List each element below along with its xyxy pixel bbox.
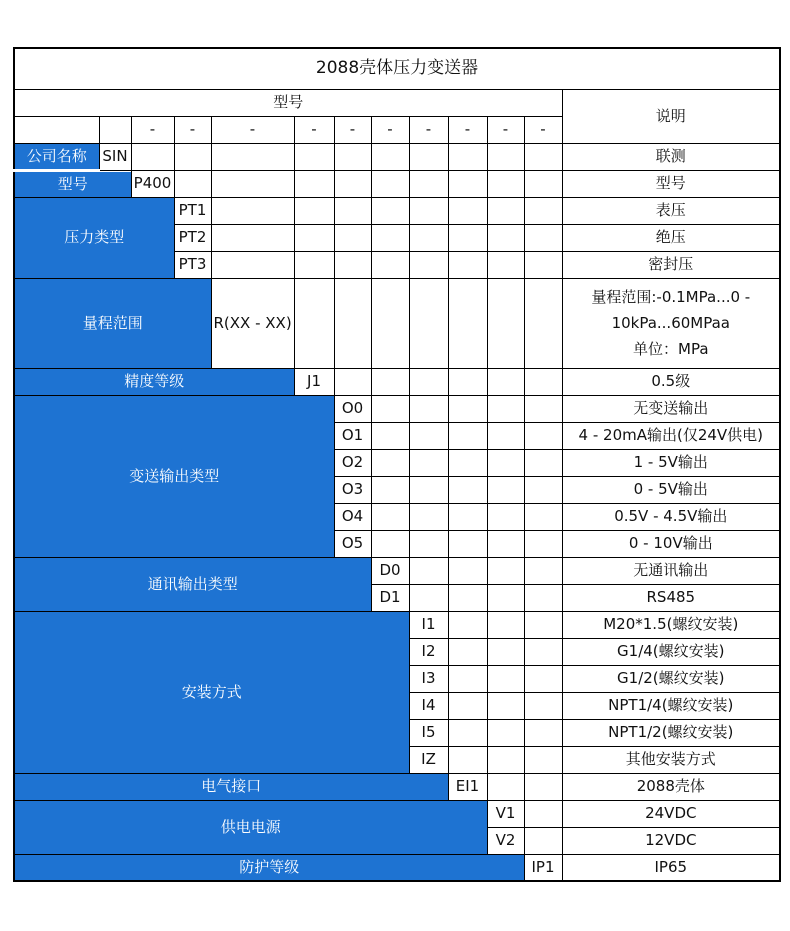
empty-cell [487, 278, 524, 368]
empty-cell [448, 476, 487, 503]
option-code: O2 [334, 449, 371, 476]
empty-cell [524, 611, 562, 638]
option-desc: NPT1/2(螺纹安装) [562, 719, 780, 746]
empty-cell [448, 170, 487, 197]
section-label-mounting: 安装方式 [14, 611, 409, 773]
option-desc [562, 278, 780, 368]
dash-separator: - [131, 116, 174, 143]
option-code: O1 [334, 422, 371, 449]
dash-separator: - [524, 116, 562, 143]
section-label-accuracy: 精度等级 [14, 368, 294, 395]
option-desc: 24VDC [562, 800, 780, 827]
empty-cell [294, 143, 334, 170]
section-label-power-supply: 供电电源 [14, 800, 487, 854]
section-label-protection-rating: 防护等级 [14, 854, 524, 881]
table-row [14, 89, 780, 116]
empty-cell [448, 530, 487, 557]
empty-cell [448, 251, 487, 278]
option-code: I5 [409, 719, 448, 746]
option-desc: 绝压 [562, 224, 780, 251]
empty-cell [524, 800, 562, 827]
option-code: V2 [487, 827, 524, 854]
empty-cell [371, 422, 409, 449]
option-code: IP1 [524, 854, 562, 881]
table-row [14, 773, 780, 800]
empty-cell [371, 368, 409, 395]
empty-cell [334, 143, 371, 170]
empty-cell [487, 557, 524, 584]
product-selection-table [13, 47, 781, 882]
empty-cell [487, 773, 524, 800]
empty-cell [211, 143, 294, 170]
empty-cell [409, 143, 448, 170]
empty-cell [371, 143, 409, 170]
empty-cell [487, 449, 524, 476]
option-code: D0 [371, 557, 409, 584]
option-desc: M20*1.5(螺纹安装) [562, 611, 780, 638]
empty-cell [371, 395, 409, 422]
empty-cell [524, 530, 562, 557]
section-label-electrical-interface: 电气接口 [14, 773, 448, 800]
empty-cell [524, 422, 562, 449]
empty-cell [211, 251, 294, 278]
empty-cell [448, 224, 487, 251]
option-desc: 2088壳体 [562, 773, 780, 800]
table-row [14, 48, 780, 89]
empty-cell [409, 584, 448, 611]
empty-cell [409, 278, 448, 368]
table-row [14, 395, 780, 422]
option-desc: 型号 [562, 170, 780, 197]
empty-cell [211, 197, 294, 224]
description-header: 说明 [562, 89, 780, 143]
section-label-range: 量程范围 [14, 278, 211, 368]
empty-cell [294, 278, 334, 368]
option-desc: 1 - 5V输出 [562, 449, 780, 476]
empty-cell [487, 170, 524, 197]
empty-cell [487, 422, 524, 449]
model-header: 型号 [14, 89, 562, 116]
empty-cell [409, 449, 448, 476]
empty-cell [487, 530, 524, 557]
empty-cell [131, 143, 174, 170]
option-desc: 0.5V - 4.5V输出 [562, 503, 780, 530]
empty-cell [448, 503, 487, 530]
dash-separator: - [448, 116, 487, 143]
option-code: D1 [371, 584, 409, 611]
option-desc: 表压 [562, 197, 780, 224]
empty-cell [487, 224, 524, 251]
option-code: J1 [294, 368, 334, 395]
empty-cell [448, 746, 487, 773]
empty-cell [448, 278, 487, 368]
empty-cell [487, 197, 524, 224]
dash-separator: - [409, 116, 448, 143]
empty-cell [409, 422, 448, 449]
table-row [14, 854, 780, 881]
empty-cell [487, 692, 524, 719]
empty-cell [448, 692, 487, 719]
option-desc: 联测 [562, 143, 780, 170]
option-code: V1 [487, 800, 524, 827]
empty-cell [524, 368, 562, 395]
option-code: I4 [409, 692, 448, 719]
empty-cell [448, 422, 487, 449]
table-row [14, 611, 780, 638]
empty-cell [409, 503, 448, 530]
empty-cell [524, 197, 562, 224]
empty-cell [14, 116, 99, 143]
option-desc: 0 - 10V输出 [562, 530, 780, 557]
empty-cell [334, 278, 371, 368]
option-code: I3 [409, 665, 448, 692]
option-code: I2 [409, 638, 448, 665]
empty-cell [371, 170, 409, 197]
empty-cell [524, 476, 562, 503]
empty-cell [524, 692, 562, 719]
table-row [14, 197, 780, 224]
empty-cell [524, 449, 562, 476]
option-desc: 4 - 20mA输出(仅24V供电) [562, 422, 780, 449]
empty-cell [448, 665, 487, 692]
dash-separator: - [211, 116, 294, 143]
empty-cell [524, 503, 562, 530]
empty-cell [409, 557, 448, 584]
empty-cell [487, 503, 524, 530]
empty-cell [294, 170, 334, 197]
empty-cell [174, 170, 211, 197]
option-code: IZ [409, 746, 448, 773]
option-code: EI1 [448, 773, 487, 800]
empty-cell [524, 746, 562, 773]
empty-cell [211, 224, 294, 251]
empty-cell [487, 611, 524, 638]
section-label-comm-output: 通讯输出类型 [14, 557, 371, 611]
empty-cell [448, 395, 487, 422]
empty-cell [99, 116, 131, 143]
option-desc: 其他安装方式 [562, 746, 780, 773]
option-code: O4 [334, 503, 371, 530]
empty-cell [174, 143, 211, 170]
empty-cell [487, 476, 524, 503]
empty-cell [409, 368, 448, 395]
empty-cell [487, 746, 524, 773]
dash-separator: - [294, 116, 334, 143]
empty-cell [334, 368, 371, 395]
empty-cell [294, 197, 334, 224]
empty-cell [487, 395, 524, 422]
range-desc-line2: 单位：MPa [633, 340, 709, 359]
empty-cell [524, 251, 562, 278]
empty-cell [487, 584, 524, 611]
option-desc: G1/4(螺纹安装) [562, 638, 780, 665]
option-code: R(XX - XX) [211, 278, 294, 368]
option-code: O5 [334, 530, 371, 557]
section-label-transmit-output: 变送输出类型 [14, 395, 334, 557]
empty-cell [524, 395, 562, 422]
option-desc: IP65 [562, 854, 780, 881]
dash-separator: - [371, 116, 409, 143]
option-desc: 0.5级 [562, 368, 780, 395]
table-row [14, 800, 780, 827]
option-code: SIN [99, 143, 131, 170]
option-code: PT2 [174, 224, 211, 251]
option-code: I1 [409, 611, 448, 638]
option-desc: 密封压 [562, 251, 780, 278]
empty-cell [371, 197, 409, 224]
empty-cell [487, 719, 524, 746]
empty-cell [371, 251, 409, 278]
empty-cell [409, 197, 448, 224]
empty-cell [409, 530, 448, 557]
option-code: O0 [334, 395, 371, 422]
empty-cell [448, 638, 487, 665]
option-desc: 0 - 5V输出 [562, 476, 780, 503]
section-label-model: 型号 [14, 170, 131, 197]
empty-cell [524, 224, 562, 251]
option-desc: 无变送输出 [562, 395, 780, 422]
empty-cell [211, 170, 294, 197]
empty-cell [371, 224, 409, 251]
dash-separator: - [174, 116, 211, 143]
table-row [14, 368, 780, 395]
table-row [14, 143, 780, 170]
option-code: P400 [131, 170, 174, 197]
empty-cell [334, 170, 371, 197]
empty-cell [448, 611, 487, 638]
empty-cell [448, 197, 487, 224]
option-desc: RS485 [562, 584, 780, 611]
empty-cell [371, 476, 409, 503]
table-row [14, 557, 780, 584]
empty-cell [524, 719, 562, 746]
empty-cell [448, 143, 487, 170]
option-code: PT1 [174, 197, 211, 224]
section-label-pressure-type: 压力类型 [14, 197, 174, 278]
section-label-company: 公司名称 [14, 143, 99, 170]
range-desc-line1: 量程范围:-0.1MPa...0 - 10kPa...60MPaa [591, 287, 751, 332]
empty-cell [487, 251, 524, 278]
option-desc: 无通讯输出 [562, 557, 780, 584]
empty-cell [371, 278, 409, 368]
dash-separator: - [487, 116, 524, 143]
empty-cell [487, 143, 524, 170]
empty-cell [487, 665, 524, 692]
empty-cell [409, 224, 448, 251]
empty-cell [409, 251, 448, 278]
empty-cell [371, 503, 409, 530]
dash-separator: - [334, 116, 371, 143]
empty-cell [524, 584, 562, 611]
empty-cell [524, 557, 562, 584]
empty-cell [524, 143, 562, 170]
option-desc: G1/2(螺纹安装) [562, 665, 780, 692]
option-code: O3 [334, 476, 371, 503]
empty-cell [524, 170, 562, 197]
table-title: 2088壳体压力变送器 [14, 48, 780, 89]
empty-cell [448, 557, 487, 584]
empty-cell [448, 368, 487, 395]
empty-cell [409, 476, 448, 503]
empty-cell [448, 584, 487, 611]
option-desc: 12VDC [562, 827, 780, 854]
empty-cell [409, 170, 448, 197]
empty-cell [524, 638, 562, 665]
table-row [14, 170, 780, 197]
empty-cell [371, 449, 409, 476]
empty-cell [487, 638, 524, 665]
empty-cell [524, 665, 562, 692]
empty-cell [448, 719, 487, 746]
empty-cell [294, 224, 334, 251]
empty-cell [524, 278, 562, 368]
empty-cell [294, 251, 334, 278]
empty-cell [334, 251, 371, 278]
empty-cell [409, 395, 448, 422]
empty-cell [524, 773, 562, 800]
table-row [14, 278, 780, 368]
option-desc: NPT1/4(螺纹安装) [562, 692, 780, 719]
empty-cell [448, 449, 487, 476]
option-code: PT3 [174, 251, 211, 278]
empty-cell [371, 530, 409, 557]
empty-cell [487, 368, 524, 395]
empty-cell [524, 827, 562, 854]
empty-cell [334, 197, 371, 224]
empty-cell [334, 224, 371, 251]
